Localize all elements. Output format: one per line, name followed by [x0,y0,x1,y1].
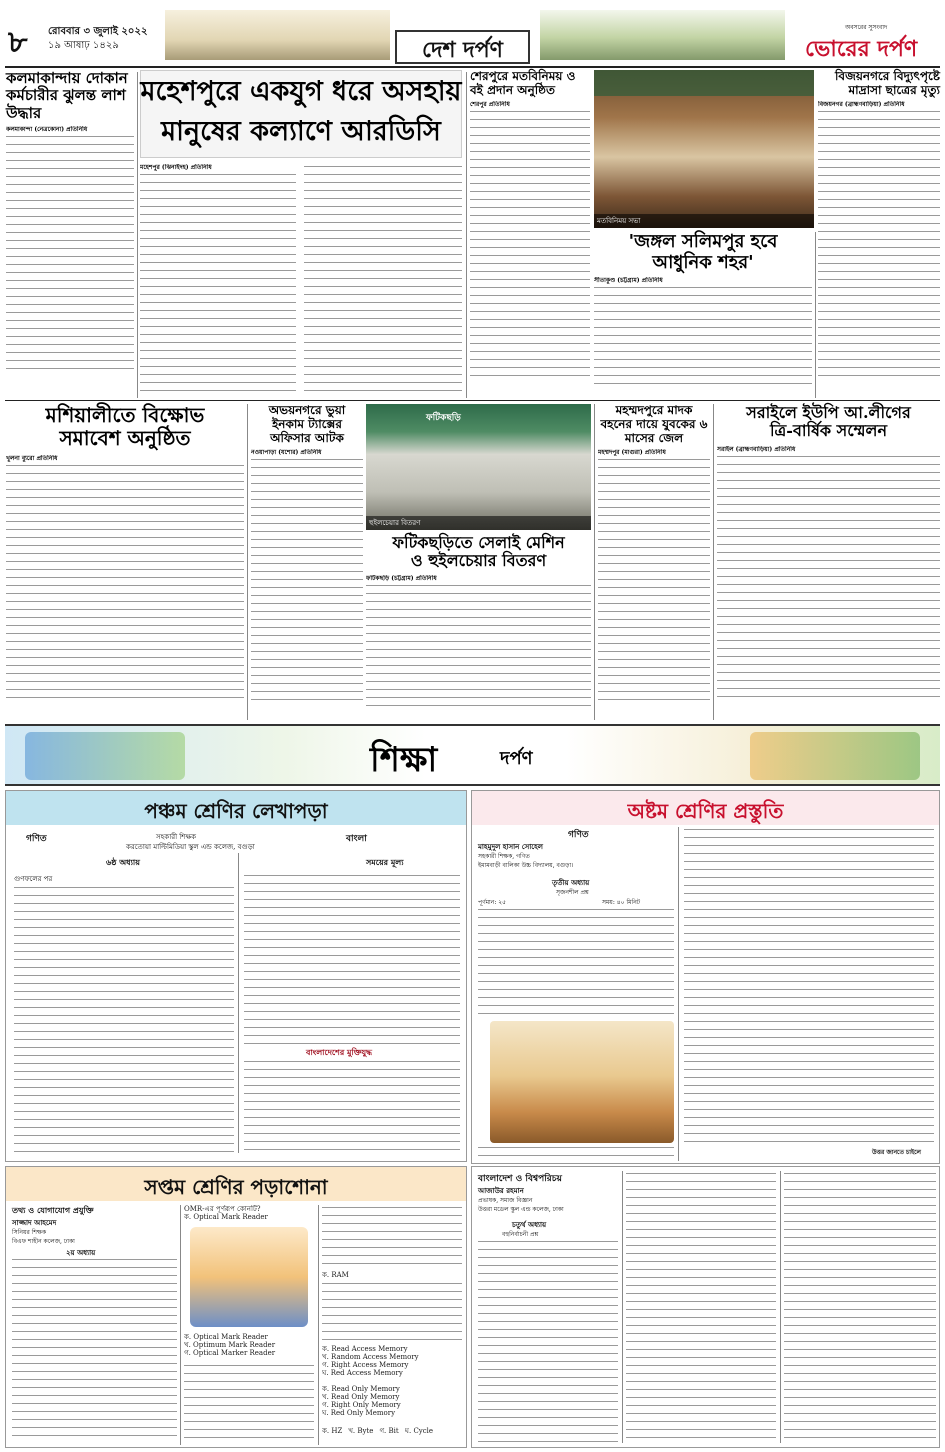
article-maheshpur [140,70,462,398]
class7-teacher-role: সিনিয়র শিক্ষক [12,1229,47,1236]
ram-options [322,1345,462,1377]
article-body [818,101,940,379]
omr-options [184,1333,314,1357]
text-lines [784,1171,936,1443]
text-lines [684,827,934,1143]
teacher-illustration [490,1021,674,1143]
article-kalmakanda [6,70,134,398]
article-bijoynagar [818,70,940,398]
text-lines [184,1363,314,1443]
bgs-teacher: আজাউর রহমান [478,1186,524,1195]
article-body [717,446,940,704]
masthead-decoration-left [165,10,390,60]
column-rule [815,232,816,398]
mcq-line: ঘ. Red Only Memory [322,1409,396,1417]
class5-school: করতোয়া মাল্টিমিডিয়া স্কুল এন্ড কলেজ, বগুড়া [126,843,255,851]
text-lines [14,885,234,1157]
article-fatikchhari [366,534,591,720]
bgs-teacher-role: প্রভাষক, সমাজ বিজ্ঞান [478,1197,533,1204]
bgs-col-3 [784,1171,936,1443]
class7-mcq-english [184,1205,314,1445]
class8-section-label: সৃজনশীল প্রশ্ন [556,889,589,896]
text-lines [6,134,134,376]
text-lines [478,1239,618,1443]
mcq-line: ক. Optical Mark Reader [184,1213,268,1221]
article-body [598,449,710,701]
article-headline-line-1: সরাইলে ইউপি আ.লীগের [746,403,911,422]
mcq-line: খ. Byte [348,1427,374,1435]
page-number: ৮ [8,25,28,60]
article-dateline: নওয়াপাড়া (যশোর) প্রতিনিধি [251,449,322,457]
bgs-mcq-heading: বহুনির্বাচনী প্রশ্ন [502,1231,539,1238]
text-lines [626,1171,776,1443]
class5-math-content [14,885,234,1157]
article-headline-line-1: 'জঙ্গল সলিমপুর হবে [628,231,778,252]
article-sarail [717,404,940,720]
class7-mid-questions [184,1363,314,1443]
section-rule [5,400,940,401]
text-lines [322,1281,462,1341]
class8-time: সময়: ৪০ মিনিট [602,899,641,906]
mcq-line: ক. Optical Mark Reader [184,1333,268,1341]
class5-subject-right: বাংলা [346,834,367,844]
class5-teacher-label: সহকারী শিক্ষক [156,833,197,841]
article-moshiali [6,404,244,720]
text-lines [12,1257,177,1443]
article-dateline: শেরপুর প্রতিনিধি [470,100,510,108]
article-headline: অভয়নগরে ভুয়া ইনকাম ট্যাক্সের অফিসার আটক [268,403,346,445]
masthead-decoration-right [540,10,785,60]
article-headline-line-2: আধুনিক শহর' [652,251,754,273]
article-body [366,575,591,709]
text-lines [251,457,363,701]
class7-section [5,1166,467,1448]
class7-subject-left: তথ্য ও যোগাযোগ প্রযুক্তি [12,1205,94,1215]
banner-shape [594,70,814,96]
column-rule [318,1205,319,1445]
text-lines [470,109,590,379]
article-headline-line-2: সমাবেশ অনুষ্ঠিত [59,426,191,450]
mcq-line: খ. Random Access Memory [322,1353,419,1361]
mcq-line: গ. Optical Marker Reader [184,1349,276,1357]
rom-options [322,1385,462,1417]
class8-school: ইমামবাড়ী বালিকা উচ্চ বিদ্যালয়, বগুড়া। [478,862,574,869]
class8-marks: পূর্ণমান: ২৫ [478,899,507,906]
class8-chapter: তৃতীয় অধ্যায় [552,878,590,887]
column-rule [713,404,714,720]
column-rule [466,72,467,398]
bgs-school: উত্তরা মডেল স্কুল এন্ড কলেজ, ঢাকা [478,1206,564,1213]
banner-suffix: দর্পণ [500,748,533,769]
class5-chapter: ৬ষ্ঠ অধ্যায় [106,857,140,867]
class5-section [5,790,467,1162]
article-dateline: খুলনা ব্যুরো প্রতিনিধি [6,455,58,462]
text-lines [818,109,940,379]
text-lines [6,463,244,703]
text-lines [244,1059,460,1155]
banner-decoration-right [750,732,920,780]
article-headline-line-2: ত্রি-বার্ষিক সম্মেলন [769,421,888,441]
class7-chapter: ২য় অধ্যায় [66,1248,96,1257]
class8-mcq-list [684,827,934,1143]
article-dateline: সরাইল (ব্রাহ্মণবাড়িয়া) প্রতিনিধি [717,445,796,453]
photo-caption: মতবিনিময় সভা [594,214,814,228]
date-line-1: রোববার ৩ জুলাই ২০২২ [48,26,148,37]
photo-banner-text: ফটিকছড়ি [426,413,461,423]
article-dateline: সীতাকুণ্ড (চট্টগ্রাম) প্রতিনিধি [594,277,663,285]
masthead [0,0,945,66]
text-lines [478,907,674,1017]
class8-creative-questions [478,907,674,1017]
mcq-line: ঘ. Red Access Memory [322,1369,403,1377]
bgs-col-2 [626,1171,776,1443]
class5-bangla-content-2 [244,1059,460,1155]
photo-caption: হুইলচেয়ার বিতরণ [366,516,591,530]
article-dateline: কলমাকান্দা (নেত্রকোনা) প্রতিনিধি [6,125,88,133]
column-rule [238,853,239,1153]
mcq-line: ক. HZ [322,1427,343,1435]
mcq-line: ক. Read Access Memory [322,1345,408,1353]
column-rule [180,1205,181,1445]
class8-answer-key: উত্তর জানতে চাইলে [872,1149,922,1156]
column-rule [247,404,248,720]
bgs-subject: বাংলাদেশ ও বিশ্বপরিচয় [478,1174,562,1184]
article-headline-line-1: মহেশপুরে একযুগ ধরে অসহায় [140,76,462,107]
class8-title: অষ্টম শ্রেণির প্রস্তুতি [627,799,784,823]
mcq-line: ক. RAM [322,1271,349,1279]
brand-tagline: অবসরের সুসংবাদ [845,24,888,31]
text-lines [140,172,296,396]
article-body [6,455,244,703]
class7-memory-intro [322,1205,462,1269]
class7-memory-mid [322,1281,462,1341]
article-body-col-2 [304,164,462,396]
unit-options [322,1427,462,1435]
text-lines [304,164,462,396]
mcq-line: খ. Optimum Mark Reader [184,1341,276,1349]
brand-logo: ভোরের দর্পণ [805,36,918,62]
article-headline-line-1: ফটিকছড়িতে সেলাই মেশিন [392,533,565,552]
masthead-rule [5,66,940,68]
section-title: দেশ দর্পণ [422,37,503,63]
date-line-2: ১৯ আষাঢ় ১৪২৯ [48,40,119,51]
class8-mcq-footer [478,1145,674,1161]
column-rule [678,827,679,1161]
banner-decoration-left [25,732,185,780]
text-lines [478,1145,674,1161]
article-headline: কলমাকান্দায় দোকান কর্মচারীর ঝুলন্ত লাশ উদ্ধার [6,69,128,122]
mcq-line: OMR-এর পূর্ণরূপ কোনটি? [184,1205,261,1213]
banner-title: শিক্ষা [370,740,438,780]
column-rule [622,1171,623,1443]
class5-title: পঞ্চম শ্রেণির লেখাপড়া [144,799,328,823]
class7-teacher-left: সাজ্জাদ আহমেদ [12,1218,57,1227]
wheelchair-photo [366,404,591,530]
class5-sub-heading-left: গুণফলের পর [14,875,53,883]
class8-section [471,790,940,1164]
bgs-col-1 [478,1239,618,1443]
class8-teacher: মাহমুদুল হাসান সোহেল [478,842,543,851]
mcq-line: গ. Right Only Memory [322,1401,401,1409]
column-rule [594,404,595,720]
article-dateline: মহম্মদপুর (মাগুরা) প্রতিনিধি [598,449,666,457]
class5-sub-heading-right: বাংলাদেশের মুক্তিযুদ্ধ [306,1047,373,1057]
class7-memory-questions [322,1205,462,1445]
article-body [470,101,590,379]
class8-subject: গণিত [568,830,589,840]
article-body [594,277,812,389]
class5-teacher-right: সময়ের মূল্য [366,857,404,867]
article-mohammadpur [598,404,710,720]
meeting-photo [594,70,814,228]
text-lines [594,285,812,389]
mcq-line: গ. Right Access Memory [322,1361,409,1369]
class7-ict-questions [12,1257,177,1443]
mcq-line: গ. Bit [379,1427,399,1435]
article-jangal-salimpur [594,232,812,398]
text-lines [598,457,710,701]
bgs-chapter: চতুর্থ অধ্যায় [512,1220,547,1229]
column-rule [780,1171,781,1443]
article-headline: মহম্মদপুরে মাদক বহনের দায়ে যুবকের ৬ মাসের জেল [600,403,708,445]
article-dateline: বিজয়নগর (ব্রাহ্মণবাড়িয়া) প্রতিনিধি [818,100,905,108]
article-abhaynagar [251,404,363,720]
article-body [140,164,296,396]
text-lines [244,873,460,1045]
mcq-line: ঘ. Cycle [404,1427,434,1435]
class7-title: সপ্তম শ্রেণির পড়াশোনা [144,1175,328,1199]
class5-subject-left: গণিত [26,834,47,844]
text-lines [366,583,591,709]
article-headline: শেরপুরে মতবিনিময় ও বই প্রদান অনুষ্ঠিত [470,69,576,97]
article-sherpur [470,70,590,398]
article-dateline: ফটিকছড়ি (চট্টগ্রাম) প্রতিনিধি [366,574,437,582]
mcq-line: ক. Read Only Memory [322,1385,400,1393]
article-dateline: মহেশপুর (ঝিনাইদহ) প্রতিনিধি [140,164,212,171]
article-headline: বিজয়নগরে বিদ্যুৎপৃষ্টে মাদ্রাসা ছাত্রের মৃত্যু [834,69,940,97]
class8-teacher-role: সহকারী শিক্ষক, গণিত [478,853,530,860]
article-headline-line-2: ও হুইলচেয়ার বিতরণ [410,551,547,571]
child-computer-illustration [190,1227,308,1327]
class7-school: বিএফ শাহীন কলেজ, ঢাকা [12,1238,75,1245]
mcq-line: খ. Read Only Memory [322,1393,400,1401]
article-headline-line-1: মশিয়ালীতে বিক্ষোভ [45,403,205,427]
text-lines [322,1205,462,1269]
article-headline-line-2: মানুষের কল্যাণে আরডিসি [161,116,441,147]
article-body [251,449,363,701]
text-lines [717,454,940,704]
class5-bangla-content [244,873,460,1045]
bgs-section [471,1166,940,1448]
column-rule [137,72,138,398]
education-banner [5,724,940,786]
article-body [6,126,134,376]
